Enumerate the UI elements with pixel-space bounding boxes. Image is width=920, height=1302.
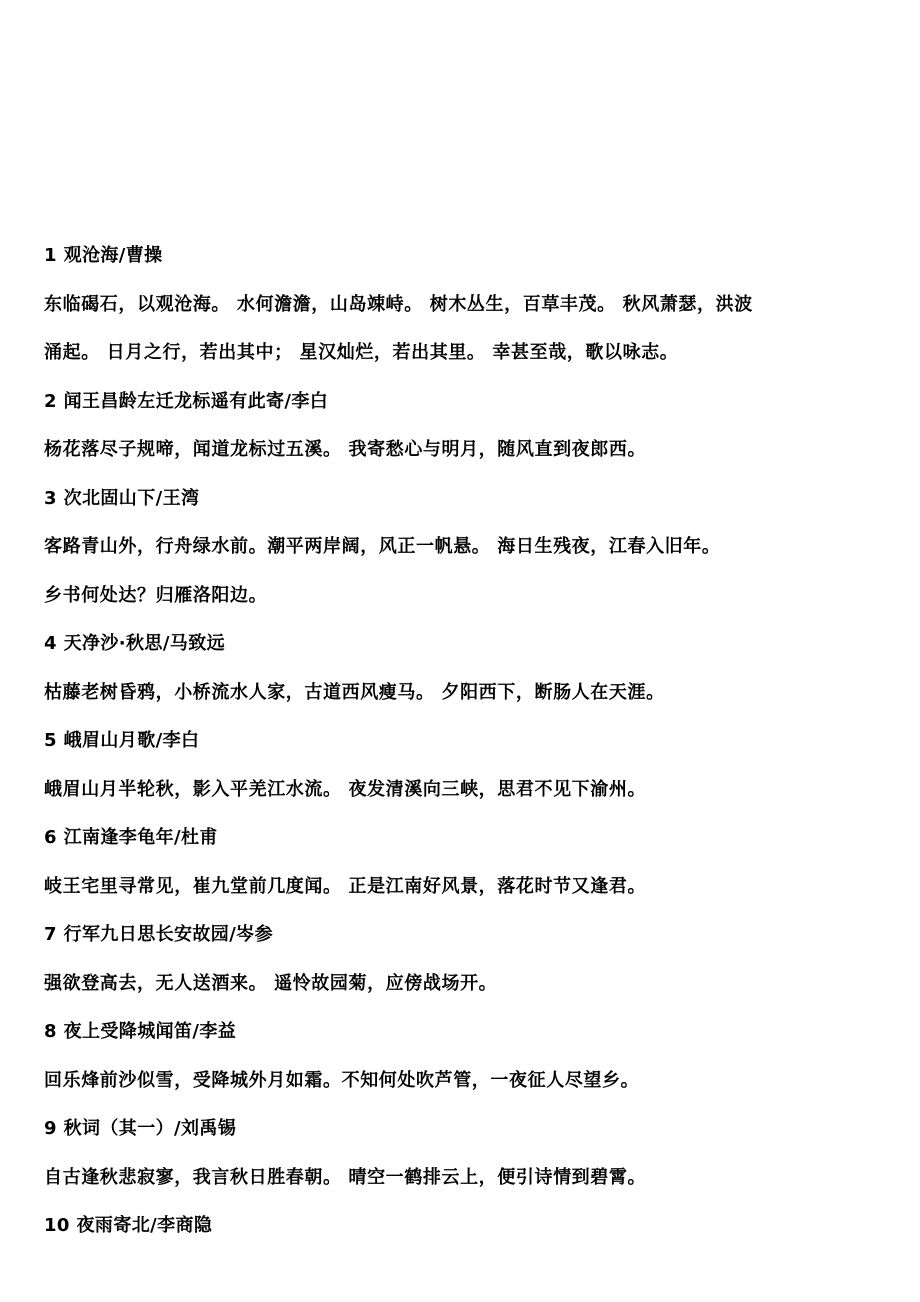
poem-line: 回乐烽前沙似雪，受降城外月如霜。不知何处吹芦管，一夜征人尽望乡。 <box>44 1069 640 1091</box>
poem-line: 乡书何处达？归雁洛阳边。 <box>44 584 268 606</box>
poem-title: 1 观沧海/曹操 <box>44 245 163 266</box>
poem-title: 7 行军九日思长安故园/岑参 <box>44 924 273 945</box>
poem-line: 强欲登高去，无人送酒来。 遥怜故园菊，应傍战场开。 <box>44 972 498 994</box>
poem-title: 3 次北固山下/王湾 <box>44 487 200 509</box>
poem-title: 8 夜上受降城闻笛/李益 <box>44 1021 237 1042</box>
poem-line: 杨花落尽子规啼，闻道龙标过五溪。 我寄愁心与明月，随风直到夜郎西。 <box>44 439 647 460</box>
poem-line: 涌起。 日月之行，若出其中； 星汉灿烂，若出其里。 幸甚至哉，歌以咏志。 <box>44 342 679 363</box>
poem-title: 10 夜雨寄北/李商隐 <box>44 1215 213 1236</box>
poem-line: 枯藤老树昏鸦，小桥流水人家，古道西风瘦马。 夕阳西下，断肠人在天涯。 <box>44 681 665 703</box>
poem-title: 9 秋词（其一）/刘禹锡 <box>44 1118 237 1139</box>
poem-line: 岐王宅里寻常见，崔九堂前几度闻。 正是江南好风景，落花时节又逢君。 <box>44 875 647 897</box>
poem-title: 5 峨眉山月歌/李白 <box>44 730 200 751</box>
poem-title: 2 闻王昌龄左迁龙标遥有此寄/李白 <box>44 390 329 412</box>
poem-line: 峨眉山月半轮秋，影入平羌江水流。 夜发清溪向三峡，思君不见下渝州。 <box>44 778 647 800</box>
poem-line: 自古逢秋悲寂寥，我言秋日胜春朝。 晴空一鹤排云上，便引诗情到碧霄。 <box>44 1166 647 1188</box>
poem-title: 4 天净沙·秋思/马致远 <box>44 633 226 654</box>
poem-line: 东临碣石，以观沧海。 水何澹澹，山岛竦峙。 树木丛生，百草丰茂。 秋风萧瑟，洪波 <box>44 293 753 315</box>
poem-list <box>44 240 884 1259</box>
poem-title: 6 江南逢李龟年/杜甫 <box>44 827 218 848</box>
poem-line: 客路青山外，行舟绿水前。潮平两岸阔，风正一帆悬。 海日生残夜，江春入旧年。 <box>44 536 721 557</box>
